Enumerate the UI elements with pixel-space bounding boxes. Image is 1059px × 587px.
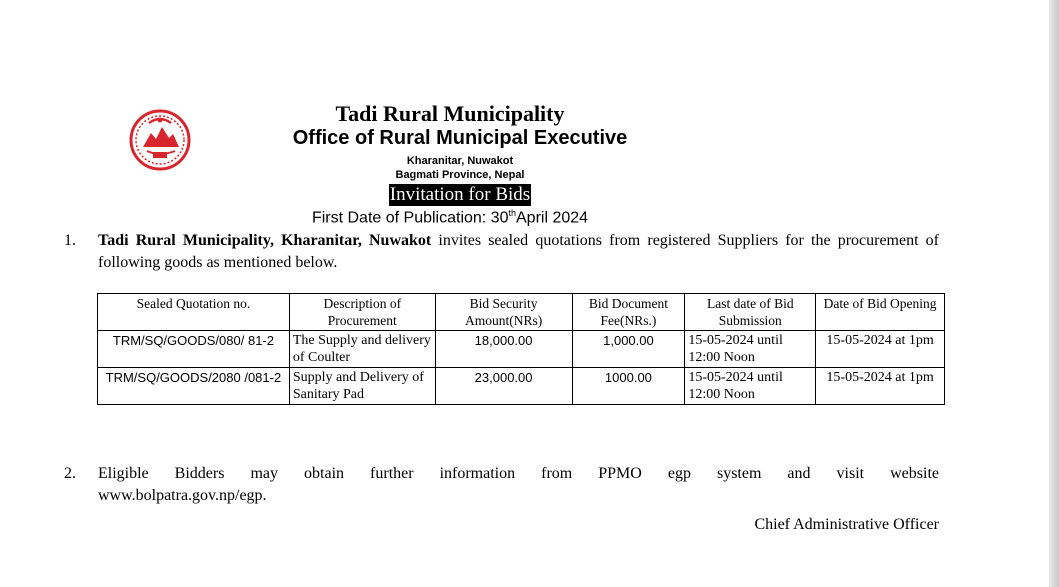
- paragraph-1: [98, 230, 939, 274]
- paragraph-2-number: 2.: [64, 465, 76, 482]
- paragraph-2-website-link[interactable]: www.bolpatra.gov.np/egp.: [98, 487, 267, 504]
- cell-document-fee: 1000.00: [572, 368, 685, 405]
- municipality-name: Tadi Rural Municipality: [335, 101, 565, 126]
- header-document-fee: Bid Document Fee(NRs.): [572, 294, 685, 331]
- cell-opening-date: 15-05-2024 at 1pm: [816, 368, 945, 405]
- address-line-2: Bagmati Province, Nepal: [395, 169, 525, 181]
- office-title: Office of Rural Municipal Executive: [292, 127, 628, 149]
- notice-title: Invitation for Bids: [389, 184, 531, 205]
- cell-description: Supply and Delivery of Sanitary Pad: [289, 368, 435, 405]
- publication-prefix: First Date of Publication: 30: [311, 209, 509, 227]
- cell-opening-date: 15-05-2024 at 1pm: [816, 331, 945, 368]
- header-opening-date: Date of Bid Opening: [816, 294, 945, 331]
- signature-title: Chief Administrative Officer: [754, 516, 939, 533]
- page-edge-shadow: [1049, 0, 1059, 587]
- publication-suffix: April 2024: [516, 209, 589, 227]
- paragraph-1-text: invites sealed quotations from registered Suppliers for the procurement of following goods as mentioned below.: [98, 232, 940, 271]
- cell-description: The Supply and delivery of Coulter: [289, 331, 435, 368]
- header-bid-security: Bid Security Amount(NRs): [435, 294, 572, 331]
- cell-quotation-no: TRM/SQ/GOODS/080/ 81-2: [98, 331, 290, 368]
- header-last-date: Last date of Bid Submission: [685, 294, 816, 331]
- table-header-row: [98, 294, 945, 331]
- paragraph-1-bold: Tadi Rural Municipality, Kharanitar, Nuwakot: [98, 232, 432, 249]
- header-description: Description of Procurement: [289, 294, 435, 331]
- cell-bid-security: 18,000.00: [435, 331, 572, 368]
- header-quotation-no: Sealed Quotation no.: [98, 294, 290, 331]
- cell-bid-security: 23,000.00: [435, 368, 572, 405]
- address-line-1: Kharanitar, Nuwakot: [406, 155, 514, 167]
- cell-quotation-no: TRM/SQ/GOODS/2080 /081-2: [98, 368, 290, 405]
- cell-last-date: 15-05-2024 until 12:00 Noon: [685, 331, 816, 368]
- bids-table: [97, 293, 945, 405]
- paragraph-1-number: 1.: [64, 232, 76, 249]
- publication-date: [240, 208, 660, 227]
- table-row: [98, 331, 945, 368]
- paragraph-2-line-1: Eligible Bidders may obtain further information from PPMO egp system and visit website: [98, 465, 939, 482]
- cell-document-fee: 1,000.00: [572, 331, 685, 368]
- notice-title-wrap: [260, 184, 660, 206]
- table-row: [98, 368, 945, 405]
- cell-last-date: 15-05-2024 until 12:00 Noon: [685, 368, 816, 405]
- publication-sup: th: [508, 208, 516, 218]
